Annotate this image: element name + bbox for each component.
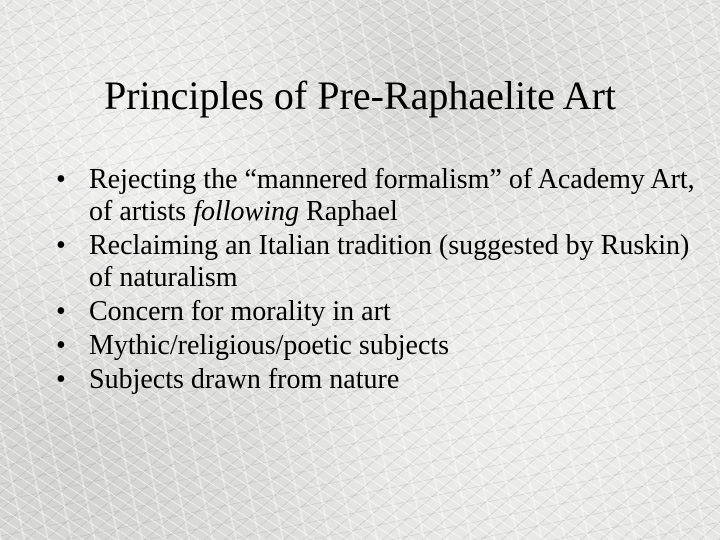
bullet-item <box>56 296 696 328</box>
bullet-text-emphasis: following <box>193 196 300 227</box>
bullet-text: Concern for morality in art <box>89 296 391 327</box>
bullet-item <box>56 330 696 362</box>
bullet-icon: • <box>56 330 66 361</box>
bullet-item <box>56 164 696 228</box>
bullet-list <box>56 164 696 398</box>
bullet-text: Mythic/religious/poetic subjects <box>89 330 450 361</box>
bullet-item <box>56 364 696 396</box>
bullet-text: Subjects drawn from nature <box>89 364 400 395</box>
bullet-text-prefix: Rejecting the “mannered formalism” of Academy Art, of artists <box>89 164 695 227</box>
bullet-icon: • <box>56 364 66 395</box>
slide-title: Principles of Pre-Raphaelite Art <box>103 73 617 118</box>
bullet-icon: • <box>56 164 66 195</box>
bullet-item <box>56 230 696 294</box>
bullet-icon: • <box>56 296 66 327</box>
bullet-text-suffix: Raphael <box>299 196 398 227</box>
bullet-icon: • <box>56 230 66 261</box>
bullet-text: Reclaiming an Italian tradition (suggested by Ruskin) of naturalism <box>89 230 690 293</box>
